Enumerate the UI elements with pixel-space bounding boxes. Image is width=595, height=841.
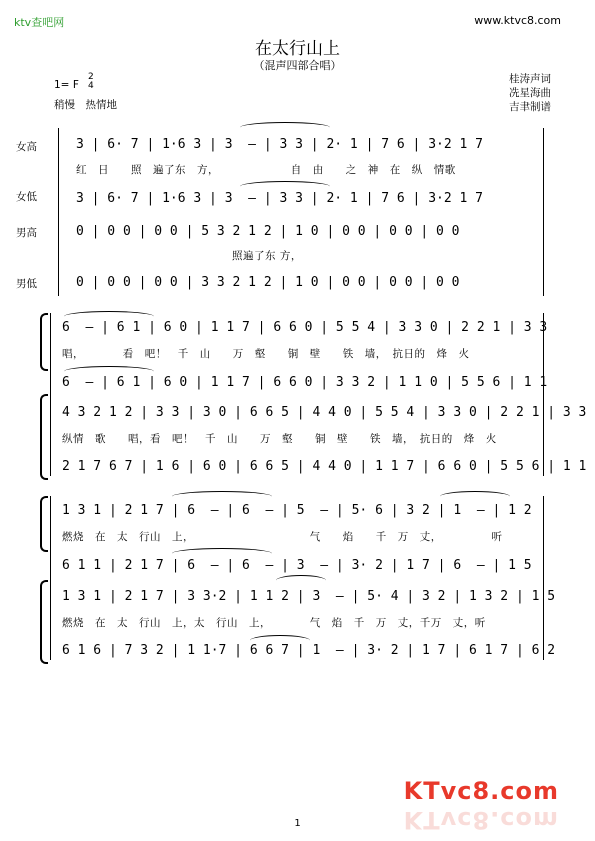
soprano-lyrics: 燃烧 在 太 行山 上， 气 焰 千 万 丈， 听 [62, 531, 503, 543]
brace-upper [40, 313, 48, 371]
tenor-lyrics: 纵情 歌 唱，看 吧！ 千 山 万 壑 铜 壁 铁 墙， 抗日的 烽 火 [62, 433, 497, 445]
time-signature-bottom: 4 [88, 81, 94, 91]
bass-notes: 2 1 7 6 7 | 1 6 | 6 0 | 6 6 5 | 4 4 0 | 1 1 7 | 6 6 0 | 5 5 6 | 1 1 [62, 459, 587, 474]
site-url: www.ktvc8.com [474, 14, 561, 27]
bass-notes: 6 1 6 | 7 3 2 | 1 1·7 | 6 6 7 | 1 — | 3· 2 | 1 7 | 6 1 7 | 6 2 [62, 643, 556, 658]
tie-mark [172, 491, 272, 502]
soprano-notes: 3 | 6· 7 | 1·6 3 | 3 — | 3 3 | 2· 1 | 7 6 | 3·2 1 7 [76, 137, 483, 152]
soprano-notes: 6 — | 6 1 | 6 0 | 1 1 7 | 6 6 0 | 5 5 4 | 3 3 0 | 2 2 1 | 3 3 [62, 320, 548, 335]
part-label-bass: 男低 [16, 278, 37, 290]
bar-line-end [543, 496, 544, 660]
soprano-lyrics: 红 日 照 遍了东 方， 自 由 之 神 在 纵 情歌 [76, 164, 456, 176]
brace-lower [40, 394, 48, 480]
bar-line-end [543, 128, 544, 296]
page-number: 1 [294, 818, 301, 829]
system-line [50, 313, 51, 476]
composer-credit: 冼星海曲 [509, 87, 551, 99]
tie-mark [276, 575, 326, 586]
time-signature-top: 2 [88, 72, 94, 82]
song-title: 在太行山上 [255, 39, 340, 59]
watermark-logo-reflection: KTvc8.com [403, 806, 559, 834]
tempo-marking: 稍慢 热情地 [54, 99, 117, 111]
tie-mark [240, 122, 330, 133]
part-label-soprano: 女高 [16, 141, 37, 153]
watermark-logo: KTvc8.com [403, 777, 559, 805]
brace-lower [40, 580, 48, 664]
time-signature [88, 73, 94, 91]
site-name-left: ktv查吧网 [14, 16, 65, 29]
part-label-tenor: 男高 [16, 227, 37, 239]
alto-notes: 6 1 1 | 2 1 7 | 6 — | 6 — | 3 — | 3· 2 | 1 7 | 6 — | 1 5 [62, 558, 532, 573]
system-line [50, 496, 51, 660]
tie-mark [440, 491, 510, 502]
bass-notes: 0 | 0 0 | 0 0 | 3 3 2 1 2 | 1 0 | 0 0 | 0 0 | 0 0 [76, 275, 460, 290]
tenor-notes: 0 | 0 0 | 0 0 | 5 3 2 1 2 | 1 0 | 0 0 | 0 0 | 0 0 [76, 224, 460, 239]
key-signature: 1= F [54, 79, 79, 91]
tenor-notes: 4 3 2 1 2 | 3 3 | 3 0 | 6 6 5 | 4 4 0 | 5 5 4 | 3 3 0 | 2 2 1 | 3 3 [62, 405, 587, 420]
soprano-notes: 1 3 1 | 2 1 7 | 6 — | 6 — | 5 — | 5· 6 | 3 2 | 1 — | 1 2 [62, 503, 532, 518]
tenor-lyrics: 燃烧 在 太 行山 上，太 行山 上， 气 焰 千 万 丈，千万 丈，听 [62, 617, 486, 629]
tenor-lyrics: 照遍了东 方， [232, 250, 302, 262]
soprano-lyrics: 唱， 看 吧！ 千 山 万 壑 铜 壁 铁 墙， 抗日的 烽 火 [62, 348, 470, 360]
alto-notes: 3 | 6· 7 | 1·6 3 | 3 — | 3 3 | 2· 1 | 7 6 | 3·2 1 7 [76, 191, 483, 206]
system-line [58, 128, 59, 296]
brace-upper [40, 496, 48, 552]
engraver-credit: 吉聿制谱 [509, 101, 551, 113]
alto-notes: 6 — | 6 1 | 6 0 | 1 1 7 | 6 6 0 | 3 3 2 | 1 1 0 | 5 5 6 | 1 1 [62, 375, 548, 390]
part-label-alto: 女低 [16, 191, 37, 203]
lyricist-credit: 桂涛声词 [509, 73, 551, 85]
bar-line-end [543, 313, 544, 476]
song-subtitle: （混声四部合唱） [253, 59, 342, 72]
tenor-notes: 1 3 1 | 2 1 7 | 3 3·2 | 1 1 2 | 3 — | 5· 4 | 3 2 | 1 3 2 | 1 5 [62, 589, 556, 604]
